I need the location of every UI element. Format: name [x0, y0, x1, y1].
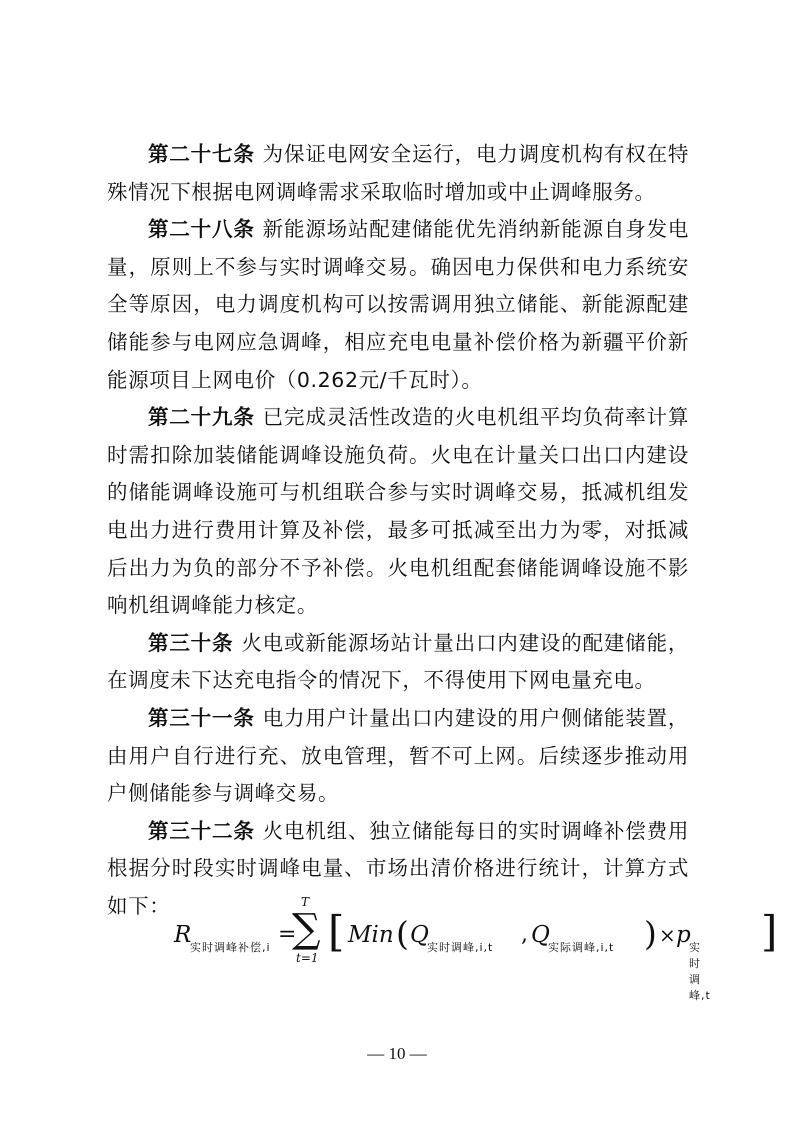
formula-p: p: [676, 922, 691, 948]
formula-p-subscript: 实时调峰,t: [689, 941, 711, 1002]
article-title: 第三十条: [148, 630, 234, 655]
article-text: 火电或新能源场站计量出口内建设的配建储能，在调度未下达充电指令的情况下，不得使用下网电量充电。: [107, 630, 689, 693]
formula-Q-realtime-subscript: 实时调峰,i,t: [427, 941, 494, 954]
formula-sum-symbol: ∑: [292, 906, 321, 952]
formula-R-subscript: 实时调峰补偿,i: [190, 941, 271, 954]
compensation-formula: [170, 892, 778, 1002]
article-title: 第二十九条: [148, 405, 255, 430]
formula-left-paren: (: [396, 914, 409, 953]
formula-Q-actual-subscript: 实际调峰,i,t: [548, 941, 615, 954]
formula-Q-actual: Q: [531, 922, 550, 948]
formula-right-paren: ): [644, 914, 657, 953]
formula-equals: =: [278, 922, 297, 947]
article-text: 为保证电网安全运行，电力调度机构有权在特殊情况下根据电网调峰需求采取临时增加或中止调峰服务。: [107, 142, 690, 204]
formula-comma: ,: [521, 922, 528, 947]
formula-Q-realtime: Q: [410, 922, 429, 948]
page-number: — 10 —: [367, 1044, 427, 1063]
formula-times: ×: [659, 923, 676, 947]
formula-min: Min: [348, 922, 394, 948]
article-30: [107, 625, 689, 700]
article-title: 第二十七条: [148, 142, 255, 166]
formula-right-bracket: ]: [761, 907, 778, 956]
article-text: 新能源场站配建储能优先消纳新能源自身发电量，原则上不参与实时调峰交易。确因电力保供和电力系统安全等原因，电力调度机构可以按需调用独立储能、新能源配建储能参与电网应急调峰，相应充电电量补偿价格为新疆平价新能源项目上网电价（0.262元/千瓦时）。: [107, 217, 690, 392]
formula-R: R: [174, 922, 192, 948]
article-27: [107, 136, 689, 211]
article-text: 已完成灵活性改造的火电机组平均负荷率计算时需扣除加装储能调峰设施负荷。火电在计量关口出口内建设的储能调峰设施可与机组联合参与实时调峰交易，抵减机组发电出力进行费用计算及补偿，最多可抵减至出力为零，对抵减后出力为负的部分不予补偿。火电机组配套储能调峰设施不影响机组调峰能力核定。: [107, 405, 690, 618]
formula-left-bracket: [: [328, 907, 345, 956]
article-text: 火电机组、独立储能每日的实时调峰补偿费用根据分时段实时调峰电量、市场出清价格进行统计，计算方式如下：: [107, 818, 690, 918]
article-title: 第三十二条: [148, 818, 255, 843]
formula-sum-lower: t=1: [296, 951, 319, 965]
article-text: 电力用户计量出口内建设的用户侧储能装置，由用户自行进行充、放电管理，暂不可上网。后续逐步推动用户侧储能参与调峰交易。: [107, 705, 690, 806]
article-29: [107, 399, 689, 625]
formula-sum-upper: T: [301, 895, 310, 909]
article-title: 第二十八条: [148, 217, 255, 242]
article-title: 第三十一条: [148, 705, 255, 730]
document-body: [107, 136, 689, 925]
article-31: [107, 700, 689, 813]
article-28: [107, 211, 689, 399]
